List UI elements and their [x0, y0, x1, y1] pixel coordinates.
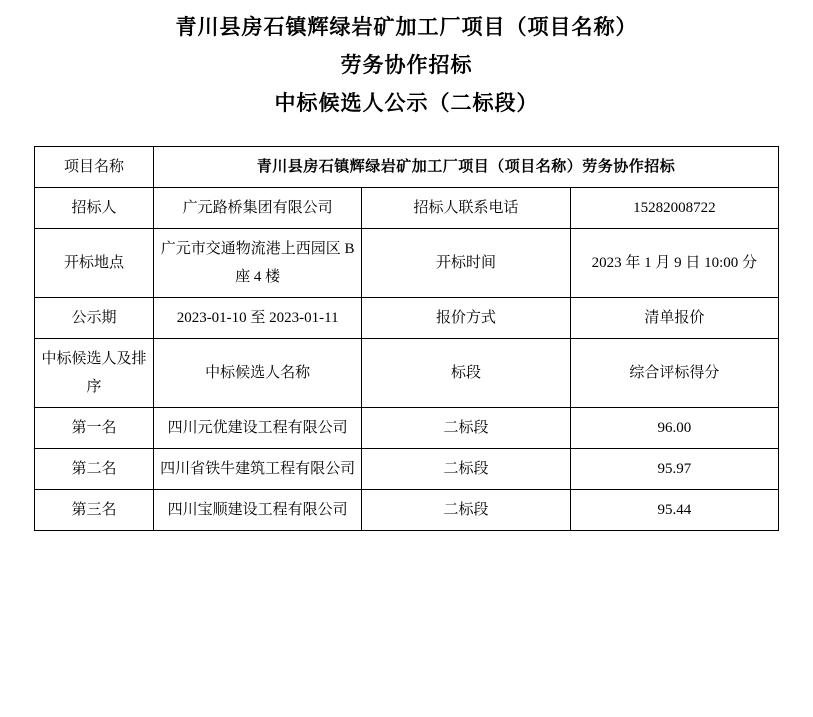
candidate-score: 96.00 — [570, 408, 778, 449]
table-row-candidates-header — [35, 339, 779, 408]
project-name-label: 项目名称 — [35, 147, 154, 188]
quote-method-value: 清单报价 — [570, 298, 778, 339]
bid-open-place-value: 广元市交通物流港上西园区 B 座 4 楼 — [154, 229, 362, 298]
bid-open-time-label: 开标时间 — [362, 229, 570, 298]
candidate-name-header: 中标候选人名称 — [154, 339, 362, 408]
bid-open-time-value: 2023 年 1 月 9 日 10:00 分 — [570, 229, 778, 298]
table-row — [35, 408, 779, 449]
table-row — [35, 490, 779, 531]
quote-method-label: 报价方式 — [362, 298, 570, 339]
score-header: 综合评标得分 — [570, 339, 778, 408]
table-row-bid-open — [35, 229, 779, 298]
table-row-tenderer — [35, 188, 779, 229]
candidate-rank: 第三名 — [35, 490, 154, 531]
public-period-value: 2023-01-10 至 2023-01-11 — [154, 298, 362, 339]
candidate-score: 95.44 — [570, 490, 778, 531]
tenderer-value: 广元路桥集团有限公司 — [154, 188, 362, 229]
bid-open-place-label: 开标地点 — [35, 229, 154, 298]
bid-result-table — [34, 146, 779, 531]
title-line-3: 中标候选人公示（二标段） — [274, 91, 539, 115]
candidate-name: 四川元优建设工程有限公司 — [154, 408, 362, 449]
section-header: 标段 — [362, 339, 570, 408]
title-line-2: 劳务协作招标 — [340, 53, 473, 77]
candidate-score: 95.97 — [570, 449, 778, 490]
candidate-section: 二标段 — [362, 490, 570, 531]
tenderer-label: 招标人 — [35, 188, 154, 229]
table-row-public-period — [35, 298, 779, 339]
document-title — [0, 0, 813, 122]
table-row-project-name — [35, 147, 779, 188]
project-name-value: 青川县房石镇辉绿岩矿加工厂项目（项目名称）劳务协作招标 — [154, 147, 779, 188]
candidate-rank: 第二名 — [35, 449, 154, 490]
tenderer-phone-label: 招标人联系电话 — [362, 188, 570, 229]
tenderer-phone-value: 15282008722 — [570, 188, 778, 229]
candidates-rank-label: 中标候选人及排序 — [35, 339, 154, 408]
public-period-label: 公示期 — [35, 298, 154, 339]
candidate-section: 二标段 — [362, 408, 570, 449]
title-line-1: 青川县房石镇辉绿岩矿加工厂项目（项目名称） — [175, 15, 638, 39]
table-row — [35, 449, 779, 490]
candidate-name: 四川省铁牛建筑工程有限公司 — [154, 449, 362, 490]
candidate-section: 二标段 — [362, 449, 570, 490]
candidate-name: 四川宝顺建设工程有限公司 — [154, 490, 362, 531]
candidate-rank: 第一名 — [35, 408, 154, 449]
